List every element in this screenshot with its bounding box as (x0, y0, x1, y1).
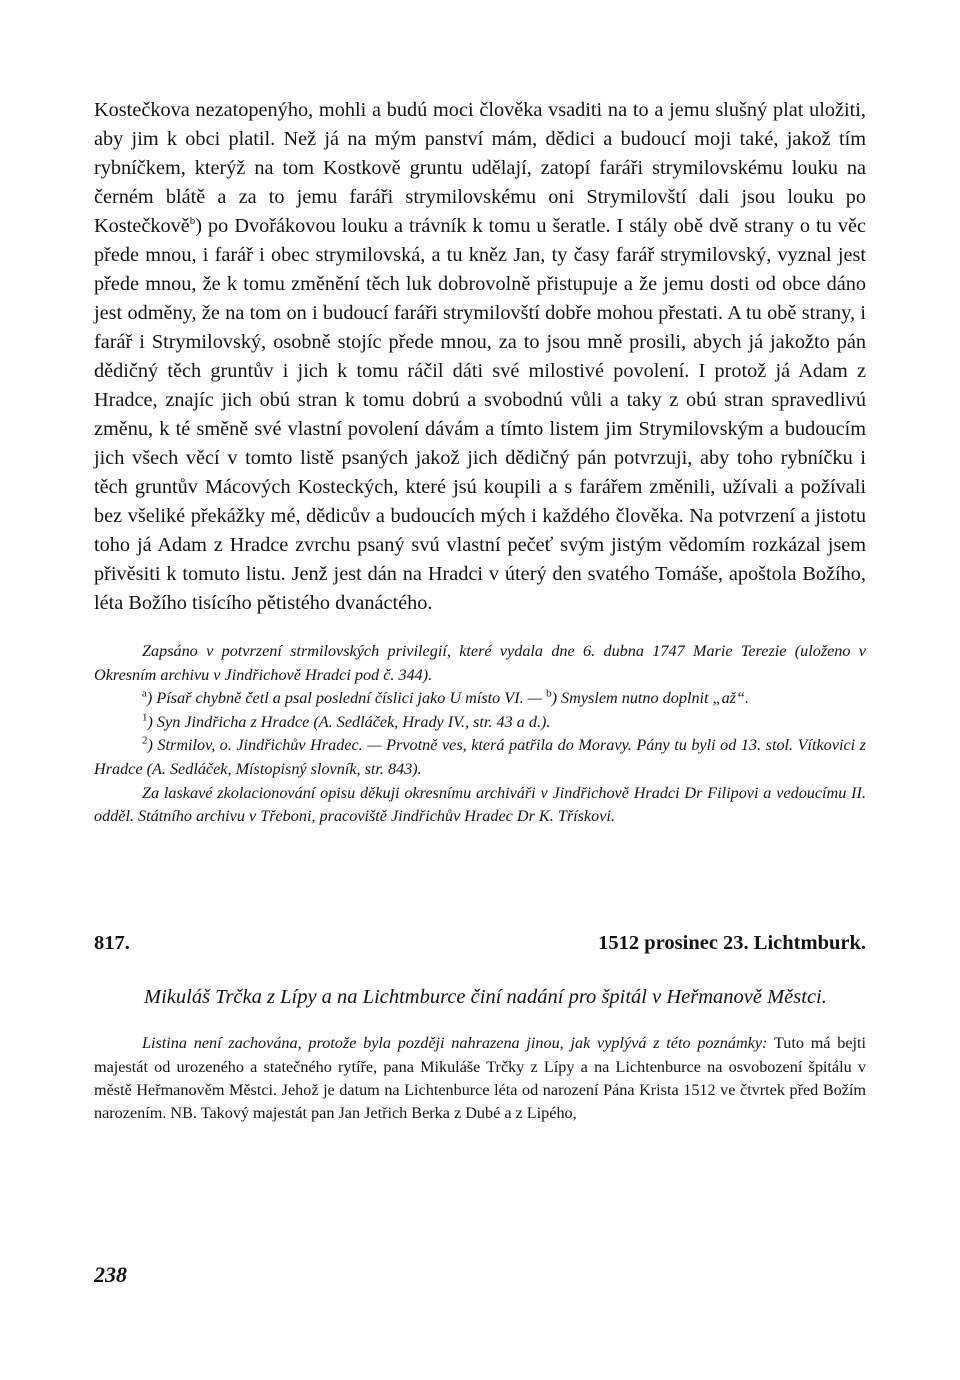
textual-notes (94, 687, 866, 711)
note-a-mark: a (142, 687, 147, 700)
note-b-text: ) Smyslem nutno doplnit „až“. (551, 689, 750, 708)
note-2-mark: 2 (142, 734, 148, 747)
note-2-text: ) Strmilov, o. Jindřichův Hradec. — Prvotně ves, která patřila do Moravy. Pány tu byli od 13. stol. Vítkovici z Hradce (A. Sedláček, Místopisný slovník, str. 843). (94, 736, 866, 778)
main-text-part2: ) po Dvořákovou louku a trávník k tomu u šeratle. I stály obě dvě strany o tu věc přede mnou, i farář i obec strymilovská, a tu kněz Jan, ty časy farář strymilovský, vyznal jest přede mnou, že k tomu změnění těch luk dobrovolně přistupuje a že jemu dosti od obce dáno jest odměny, že na tom on i budoucí faráři strymilovští dobře mohou přestati. A tu obě strany, i farář i Strymilovský, osobně stojíc přede mnou, za to jsou mně prosili, abych já jakožto pán dědičný těch gruntův i jich k tomu ráčil dáti své milostivé povolení. I protož já Adam z Hradce, znajíc jich obú stran k tomu dobrú a svobodnú vůli a taky z obú stran spravedlivú změnu, k té směně své vlastní povolení dávám a tímto listem jim Strymilovským a budoucím jich všech věcí v tomto listě psaných jakož jich dědičný pán potvrzuji, aby toho rybníčku i těch gruntův Mácových Kosteckých, které jsú koupili a s farářem změnili, užívali a požívali bez všeliké překážky mé, dědicův a budoucích mých i každého člověka. Na potvrzení a jistotu toho já Adam z Hradce zvrchu psaný svú vlastní pečeť svým jistým vědomím rozkázal jsem přivěsiti k tomuto listu. Jenž jest dán na Hradci v úterý den svatého Tomáše, apoštola Božího, léta Božího tisícího pětistého dvanáctého. (94, 215, 866, 614)
footnote-2 (94, 734, 866, 781)
intro-italic: Listina není zachována, protože byla později nahrazena jinou, jak vyplývá z této poznámky: (142, 1034, 768, 1053)
note-1-mark: 1 (142, 711, 148, 724)
document-header (94, 929, 866, 957)
page-number: 238 (94, 1262, 127, 1287)
main-text-part1: Kostečkova nezatopenýho, mohli a budú moci člověka vsaditi na to a jemu slušný plat uložiti, aby jim k obci platil. Než já na mým panství mám, dědici a budoucí moji také, jakož tím rybníčkem, kterýž na tom Kostkově gruntu udělají, zatopí faráři strymilovskému louku na černém blátě a za to jemu faráři strymilovskému oni Strymilovští dali jsou louku po Kostečkově (94, 99, 866, 237)
main-text (94, 96, 866, 618)
document-intro (94, 1032, 866, 1126)
intro-text: Tuto má bejti majestát od urozeného a statečného rytíře, pana Mikuláše Trčky z Lípy a na Lichtenburce na osvobození špitálu v městě Heřmanověm Městci. Jehož je datum na Lichtenburce léta od narození Pána Krista 1512 ve čtvrtek před Božím narozením. NB. Takový majestát pan Jan Jetřich Berka z Dubé a z Lipého, (94, 1034, 866, 1123)
acknowledgement-note: Za laskavé zkolacionování opisu děkuji okresnímu archiváři v Jindřichově Hradci Dr Filipovi a vedoucímu II. odděl. Státního archivu v Třeboni, pracoviště Jindřichův Hradec Dr K. Třískovi. (94, 783, 866, 826)
footnote-1 (94, 711, 866, 735)
notes-section (94, 640, 866, 829)
page-content (94, 96, 866, 1142)
document-regest: Mikuláš Trčka z Lípy a na Lichtmburce činí nadání pro špitál v Heřmanově Městci. (144, 985, 827, 1008)
note-a-text: ) Písař chybně četl a psal poslední číslici jako U místo VI. — (146, 689, 547, 708)
note-b-mark: b (546, 687, 552, 700)
note-1-text: ) Syn Jindřicha z Hradce (A. Sedláček, Hrady IV., str. 43 a d.). (147, 712, 551, 731)
source-note: Zapsáno v potvrzení strmilovských privilegií, které vydala dne 6. dubna 1747 Marie Terezie (uloženo v Okresním archivu v Jindřichově Hradci pod č. 344). (94, 642, 866, 684)
document-number: 817. (94, 931, 130, 954)
footnote-ref-b: b (189, 215, 196, 228)
document-date-place: 1512 prosinec 23. Lichtmburk. (598, 931, 866, 954)
